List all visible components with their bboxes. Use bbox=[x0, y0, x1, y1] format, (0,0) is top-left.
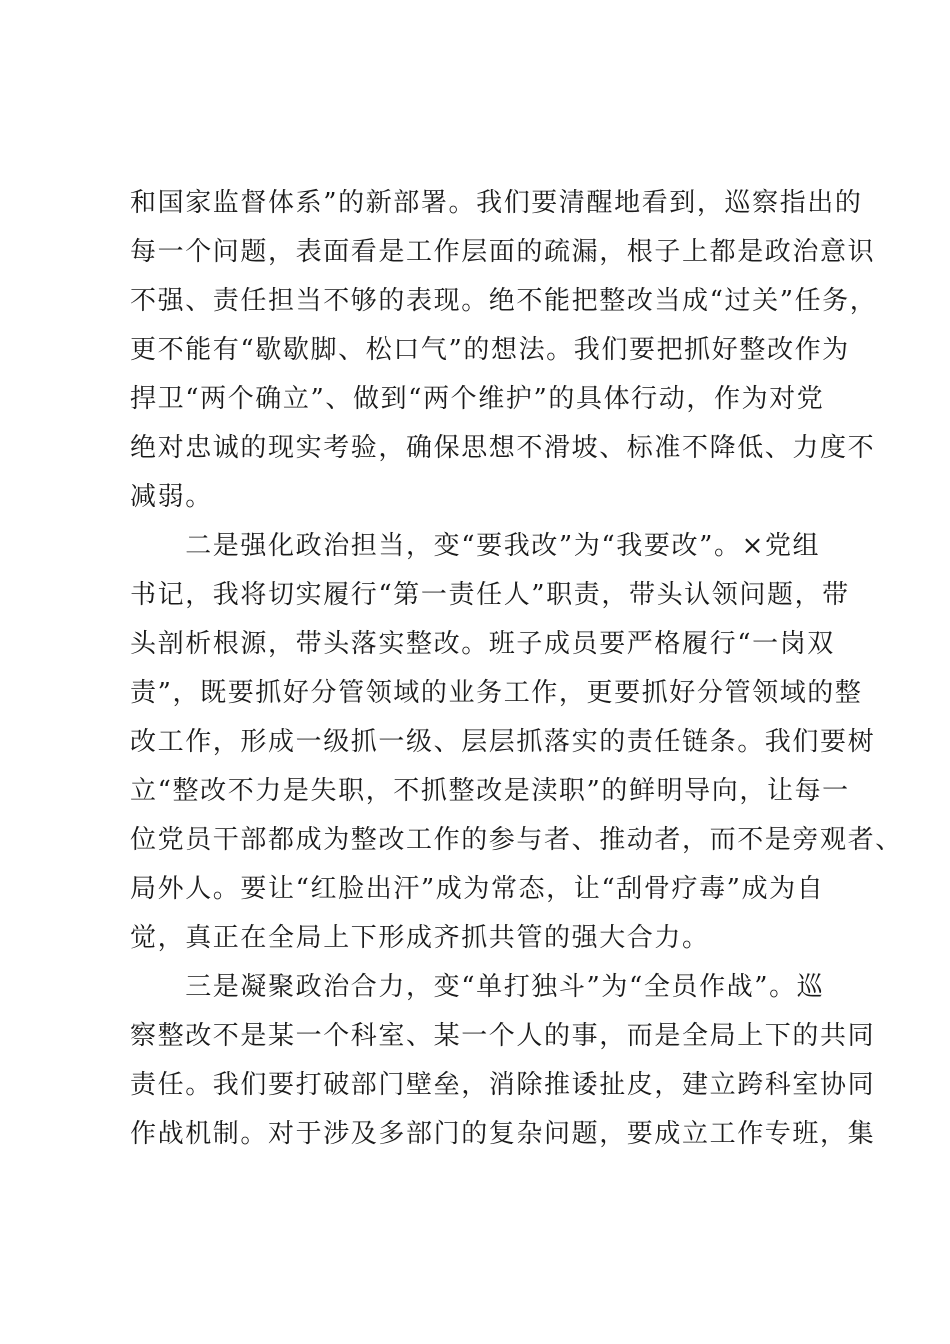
text-line: 察整改不是某一个科室、某一个人的事，而是全局上下的共同 bbox=[130, 1021, 876, 1051]
text-line: 头剖析根源，带头落实整改。班子成员要严格履行“一岗双 bbox=[130, 629, 835, 659]
text-line: 不强、责任担当不够的表现。绝不能把整改当成“过关”任务， bbox=[130, 286, 878, 316]
text-line: 作战机制。对于涉及多部门的复杂问题，要成立工作专班，集 bbox=[130, 1119, 876, 1149]
text-line: 位党员干部都成为整改工作的参与者、推动者，而不是旁观者、 bbox=[130, 825, 903, 855]
text-line: 责”，既要抓好分管领域的业务工作，更要抓好分管领域的整 bbox=[130, 678, 863, 708]
text-line: 绝对忠诚的现实考验，确保思想不滑坡、标准不降低、力度不 bbox=[130, 433, 876, 463]
text-line: 觉，真正在全局上下形成齐抓共管的强大合力。 bbox=[130, 923, 710, 953]
text-line: 和国家监督体系”的新部署。我们要清醒地看到，巡察指出的 bbox=[130, 188, 863, 218]
text-line: 捍卫“两个确立”、做到“两个维护”的具体行动，作为对党 bbox=[130, 384, 825, 414]
paragraph-start-line: 三是凝聚政治合力，变“单打独斗”为“全员作战”。巡 bbox=[130, 972, 825, 1002]
text-line: 书记，我将切实履行“第一责任人”职责，带头认领问题，带 bbox=[130, 580, 850, 610]
text-line: 更不能有“歇歇脚、松口气”的想法。我们要把抓好整改作为 bbox=[130, 335, 850, 365]
text-line: 每一个问题，表面看是工作层面的疏漏，根子上都是政治意识 bbox=[130, 237, 876, 267]
text-line: 改工作，形成一级抓一级、层层抓落实的责任链条。我们要树 bbox=[130, 727, 876, 757]
text-line: 减弱。 bbox=[130, 482, 213, 512]
text-line: 责任。我们要打破部门壁垒，消除推诿扯皮，建立跨科室协同 bbox=[130, 1070, 876, 1100]
text-line: 局外人。要让“红脸出汗”成为常态，让“刮骨疗毒”成为自 bbox=[130, 874, 825, 904]
paragraph-start-line: 二是强化政治担当，变“要我改”为“我要改”。×党组 bbox=[130, 531, 821, 561]
text-line: 立“整改不力是失职，不抓整改是渎职”的鲜明导向，让每一 bbox=[130, 776, 850, 806]
